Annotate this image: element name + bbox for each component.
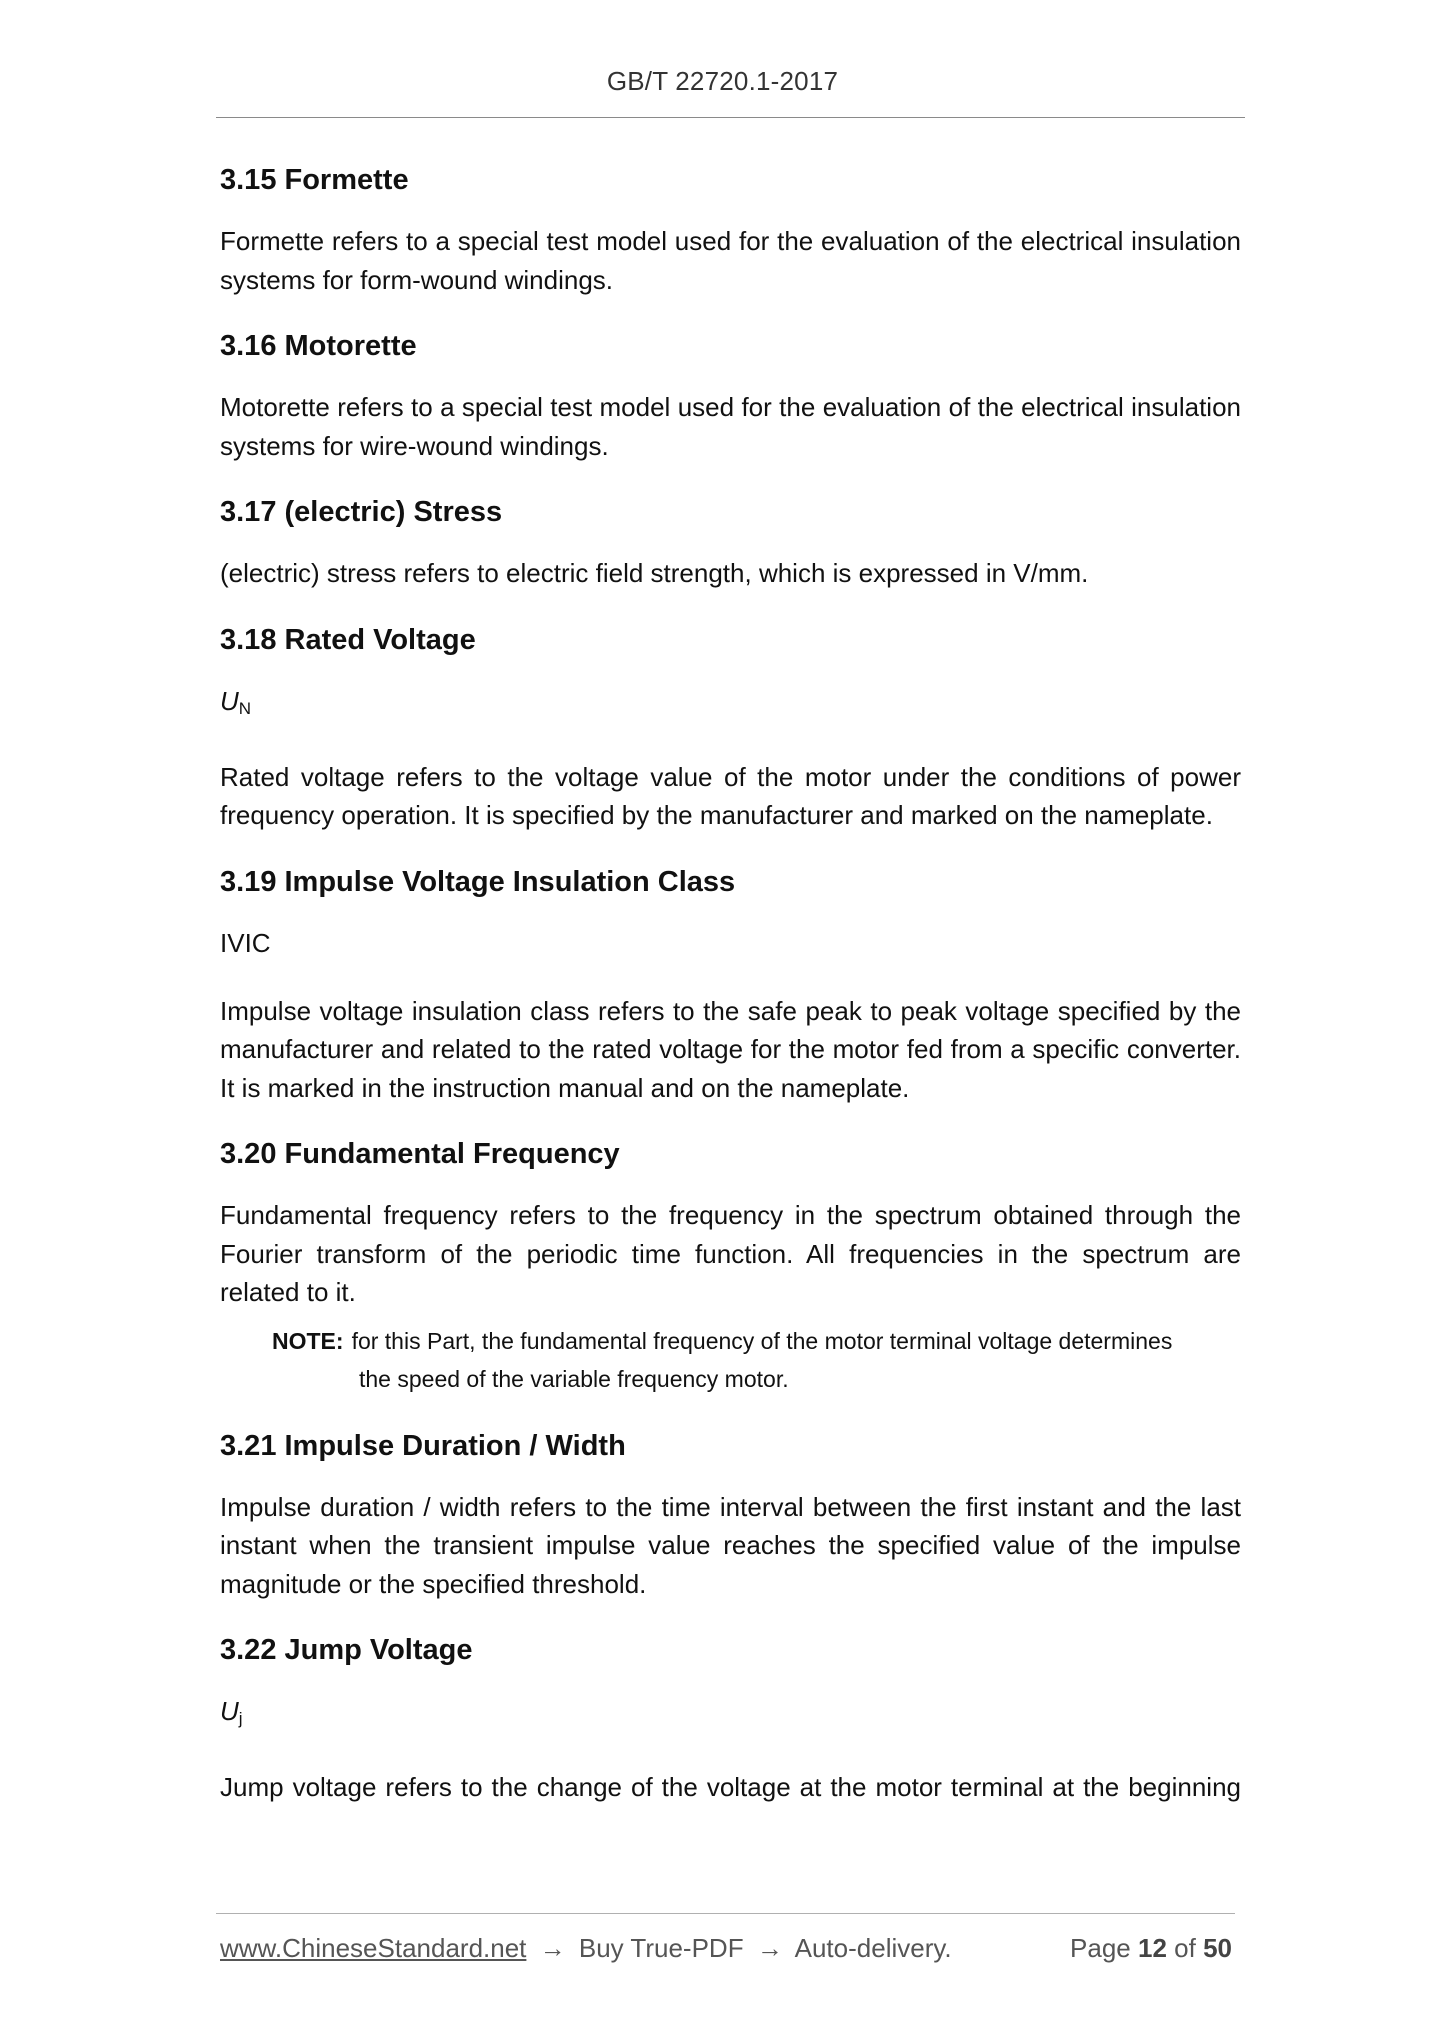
abbreviation-ivic: IVIC (220, 927, 271, 958)
symbol-rated-voltage (220, 682, 1241, 728)
symbol-jump-voltage (220, 1692, 1241, 1738)
footer-divider (216, 1913, 1235, 1914)
website-link[interactable]: www.ChineseStandard.net (220, 1933, 527, 1963)
note-3-20 (272, 1322, 1241, 1398)
document-body (220, 156, 1241, 1830)
note-text-line1: for this Part, the fundamental frequency of the motor terminal voltage determines (351, 1327, 1173, 1354)
definition-3-20: Fundamental frequency refers to the frequency in the spectrum obtained through the Fourier transform of the periodic time function. All frequencies in the spectrum are related to it. (220, 1200, 1241, 1307)
heading-3-18: 3.18 Rated Voltage (220, 623, 476, 656)
document-number: GB/T 22720.1-2017 (606, 66, 839, 96)
auto-delivery-text: Auto-delivery. (794, 1933, 952, 1963)
definition-3-19: Impulse voltage insulation class refers to the safe peak to peak voltage specified by the manufacturer and related to the rated voltage for the motor fed from a specific converter. It is marked in the instruction manual and on the nameplate. (220, 995, 1241, 1103)
definition-3-18: Rated voltage refers to the voltage value of the motor under the conditions of power frequency operation. It is specified by the manufacturer and marked on the nameplate. (220, 761, 1241, 830)
heading-3-19: 3.19 Impulse Voltage Insulation Class (220, 865, 736, 898)
note-text-line2: the speed of the variable frequency motor. (359, 1365, 789, 1392)
heading-3-21: 3.21 Impulse Duration / Width (220, 1429, 626, 1462)
page-indicator (1070, 1933, 1232, 1964)
symbol-subscript: j (238, 1709, 243, 1728)
current-page-number: 12 (1138, 1933, 1167, 1963)
heading-3-17: 3.17 (electric) Stress (220, 496, 503, 528)
page-word: Page (1070, 1933, 1131, 1963)
definition-3-16: Motorette refers to a special test model used for the evaluation of the electrical insulation systems for wire-wound windings. (220, 392, 1241, 461)
heading-3-22: 3.22 Jump Voltage (220, 1634, 473, 1666)
arrow-right-icon: → (539, 1933, 566, 1963)
footer-promo (220, 1933, 952, 1964)
heading-3-20: 3.20 Fundamental Frequency (220, 1138, 620, 1170)
symbol-main: U (220, 685, 239, 716)
definition-3-15: Formette refers to a special test model used for the evaluation of the electrical insulation systems for form-wound windings. (220, 226, 1241, 295)
heading-3-15: 3.15 Formette (220, 164, 409, 196)
of-word: of (1174, 1933, 1196, 1963)
definition-3-21: Impulse duration / width refers to the time interval between the first instant and the last instant when the transient impulse value reaches the specified value of the impulse magnitude or the specified threshold. (220, 1491, 1241, 1599)
note-label: NOTE: (272, 1327, 344, 1354)
definition-3-22: Jump voltage refers to the change of the voltage at the motor terminal at the beginning (220, 1772, 1241, 1802)
arrow-right-icon: → (756, 1933, 783, 1963)
header-divider (216, 117, 1245, 118)
symbol-subscript: N (238, 698, 252, 718)
definition-3-17: (electric) stress refers to electric field strength, which is expressed in V/mm. (220, 558, 1089, 588)
buy-true-pdf-text: Buy True-PDF (578, 1933, 744, 1963)
heading-3-16: 3.16 Motorette (220, 330, 417, 362)
total-page-count: 50 (1203, 1933, 1232, 1963)
symbol-main: U (220, 1696, 239, 1726)
